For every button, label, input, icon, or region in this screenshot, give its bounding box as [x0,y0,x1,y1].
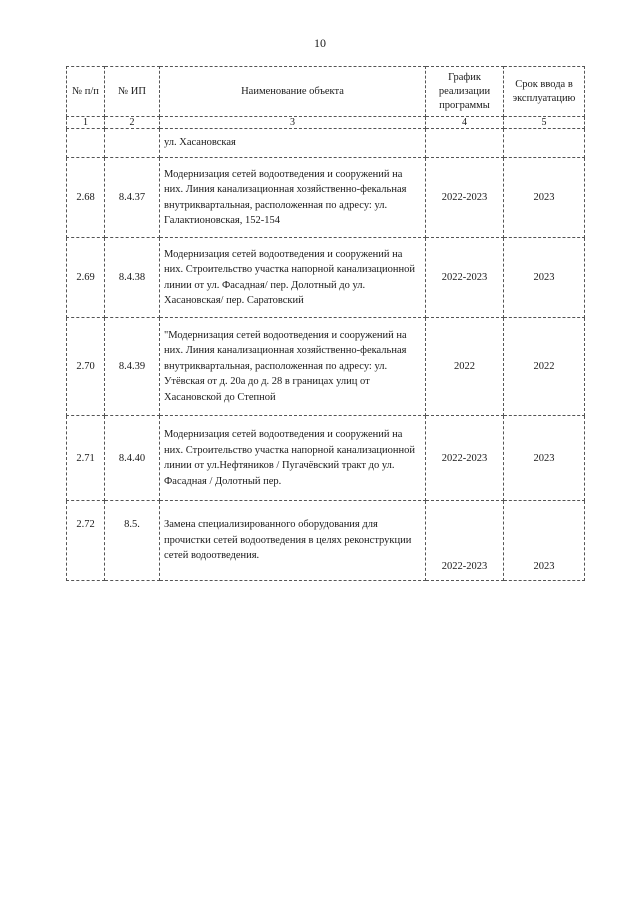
object-name: Модернизация сетей водоотведения и сооружений на них. Строительство участка напорной канализационной линии от ул.Нефтяников / Пугачёвский тракт до ул. Фасадная / Долотный пер. [160,416,426,501]
row-number: 2.68 [67,158,105,238]
column-number: 1 [67,117,105,129]
ip-number: 8.4.37 [105,158,160,238]
empty-cell [67,129,105,158]
table-row [67,238,585,318]
row-number: 2.69 [67,238,105,318]
ip-number: 8.4.38 [105,238,160,318]
header-schedule: График реализации программы [426,67,504,117]
header-ip-number: № ИП [105,67,160,117]
schedule: 2022-2023 [426,501,504,581]
table-header-row [67,67,585,117]
table-row [67,416,585,501]
column-number: 4 [426,117,504,129]
commission-date: 2023 [504,416,585,501]
commission-date: 2023 [504,158,585,238]
page-number: 10 [314,36,326,50]
continuation-row [67,129,585,158]
empty-cell [504,129,585,158]
column-number: 2 [105,117,160,129]
row-number: 2.70 [67,318,105,416]
column-number: 5 [504,117,585,129]
object-name: Модернизация сетей водоотведения и сооружений на них. Строительство участка напорной канализационной линии от ул. Фасадная/ пер. Долотный до ул. Хасановская/ пер. Саратовский [160,238,426,318]
ip-number: 8.5. [105,501,160,581]
empty-cell [105,129,160,158]
commission-date: 2023 [504,238,585,318]
object-name: Замена специализированного оборудования для прочистки сетей водоотведения в целях реконструкции сетей водоотведения. [160,501,426,581]
object-name: "Модернизация сетей водоотведения и сооружений на них. Линия канализационная хозяйственно-фекальная внутриквартальная, расположенная по адресу: ул. Утёвская от д. 20а до д. 28 в границах улиц от Хасановской до Степной [160,318,426,416]
row-number: 2.72 [67,501,105,581]
column-number-row [67,117,585,129]
table-row [67,501,585,581]
empty-cell [426,129,504,158]
column-number: 3 [160,117,426,129]
header-commission-date: Срок ввода в эксплуатацию [504,67,585,117]
commission-date: 2022 [504,318,585,416]
table-row [67,318,585,416]
schedule: 2022-2023 [426,238,504,318]
ip-number: 8.4.39 [105,318,160,416]
schedule: 2022-2023 [426,158,504,238]
row-number: 2.71 [67,416,105,501]
objects-table [66,66,585,581]
schedule: 2022-2023 [426,416,504,501]
ip-number: 8.4.40 [105,416,160,501]
commission-date: 2023 [504,501,585,581]
table-row [67,158,585,238]
schedule: 2022 [426,318,504,416]
header-object-name: Наименование объекта [160,67,426,117]
continuation-text: ул. Хасановская [160,129,426,158]
object-name: Модернизация сетей водоотведения и сооружений на них. Линия канализационная хозяйственно-фекальная внутриквартальная, расположенная по адресу: ул. Галактионовская, 152-154 [160,158,426,238]
header-row-number: № п/п [67,67,105,117]
